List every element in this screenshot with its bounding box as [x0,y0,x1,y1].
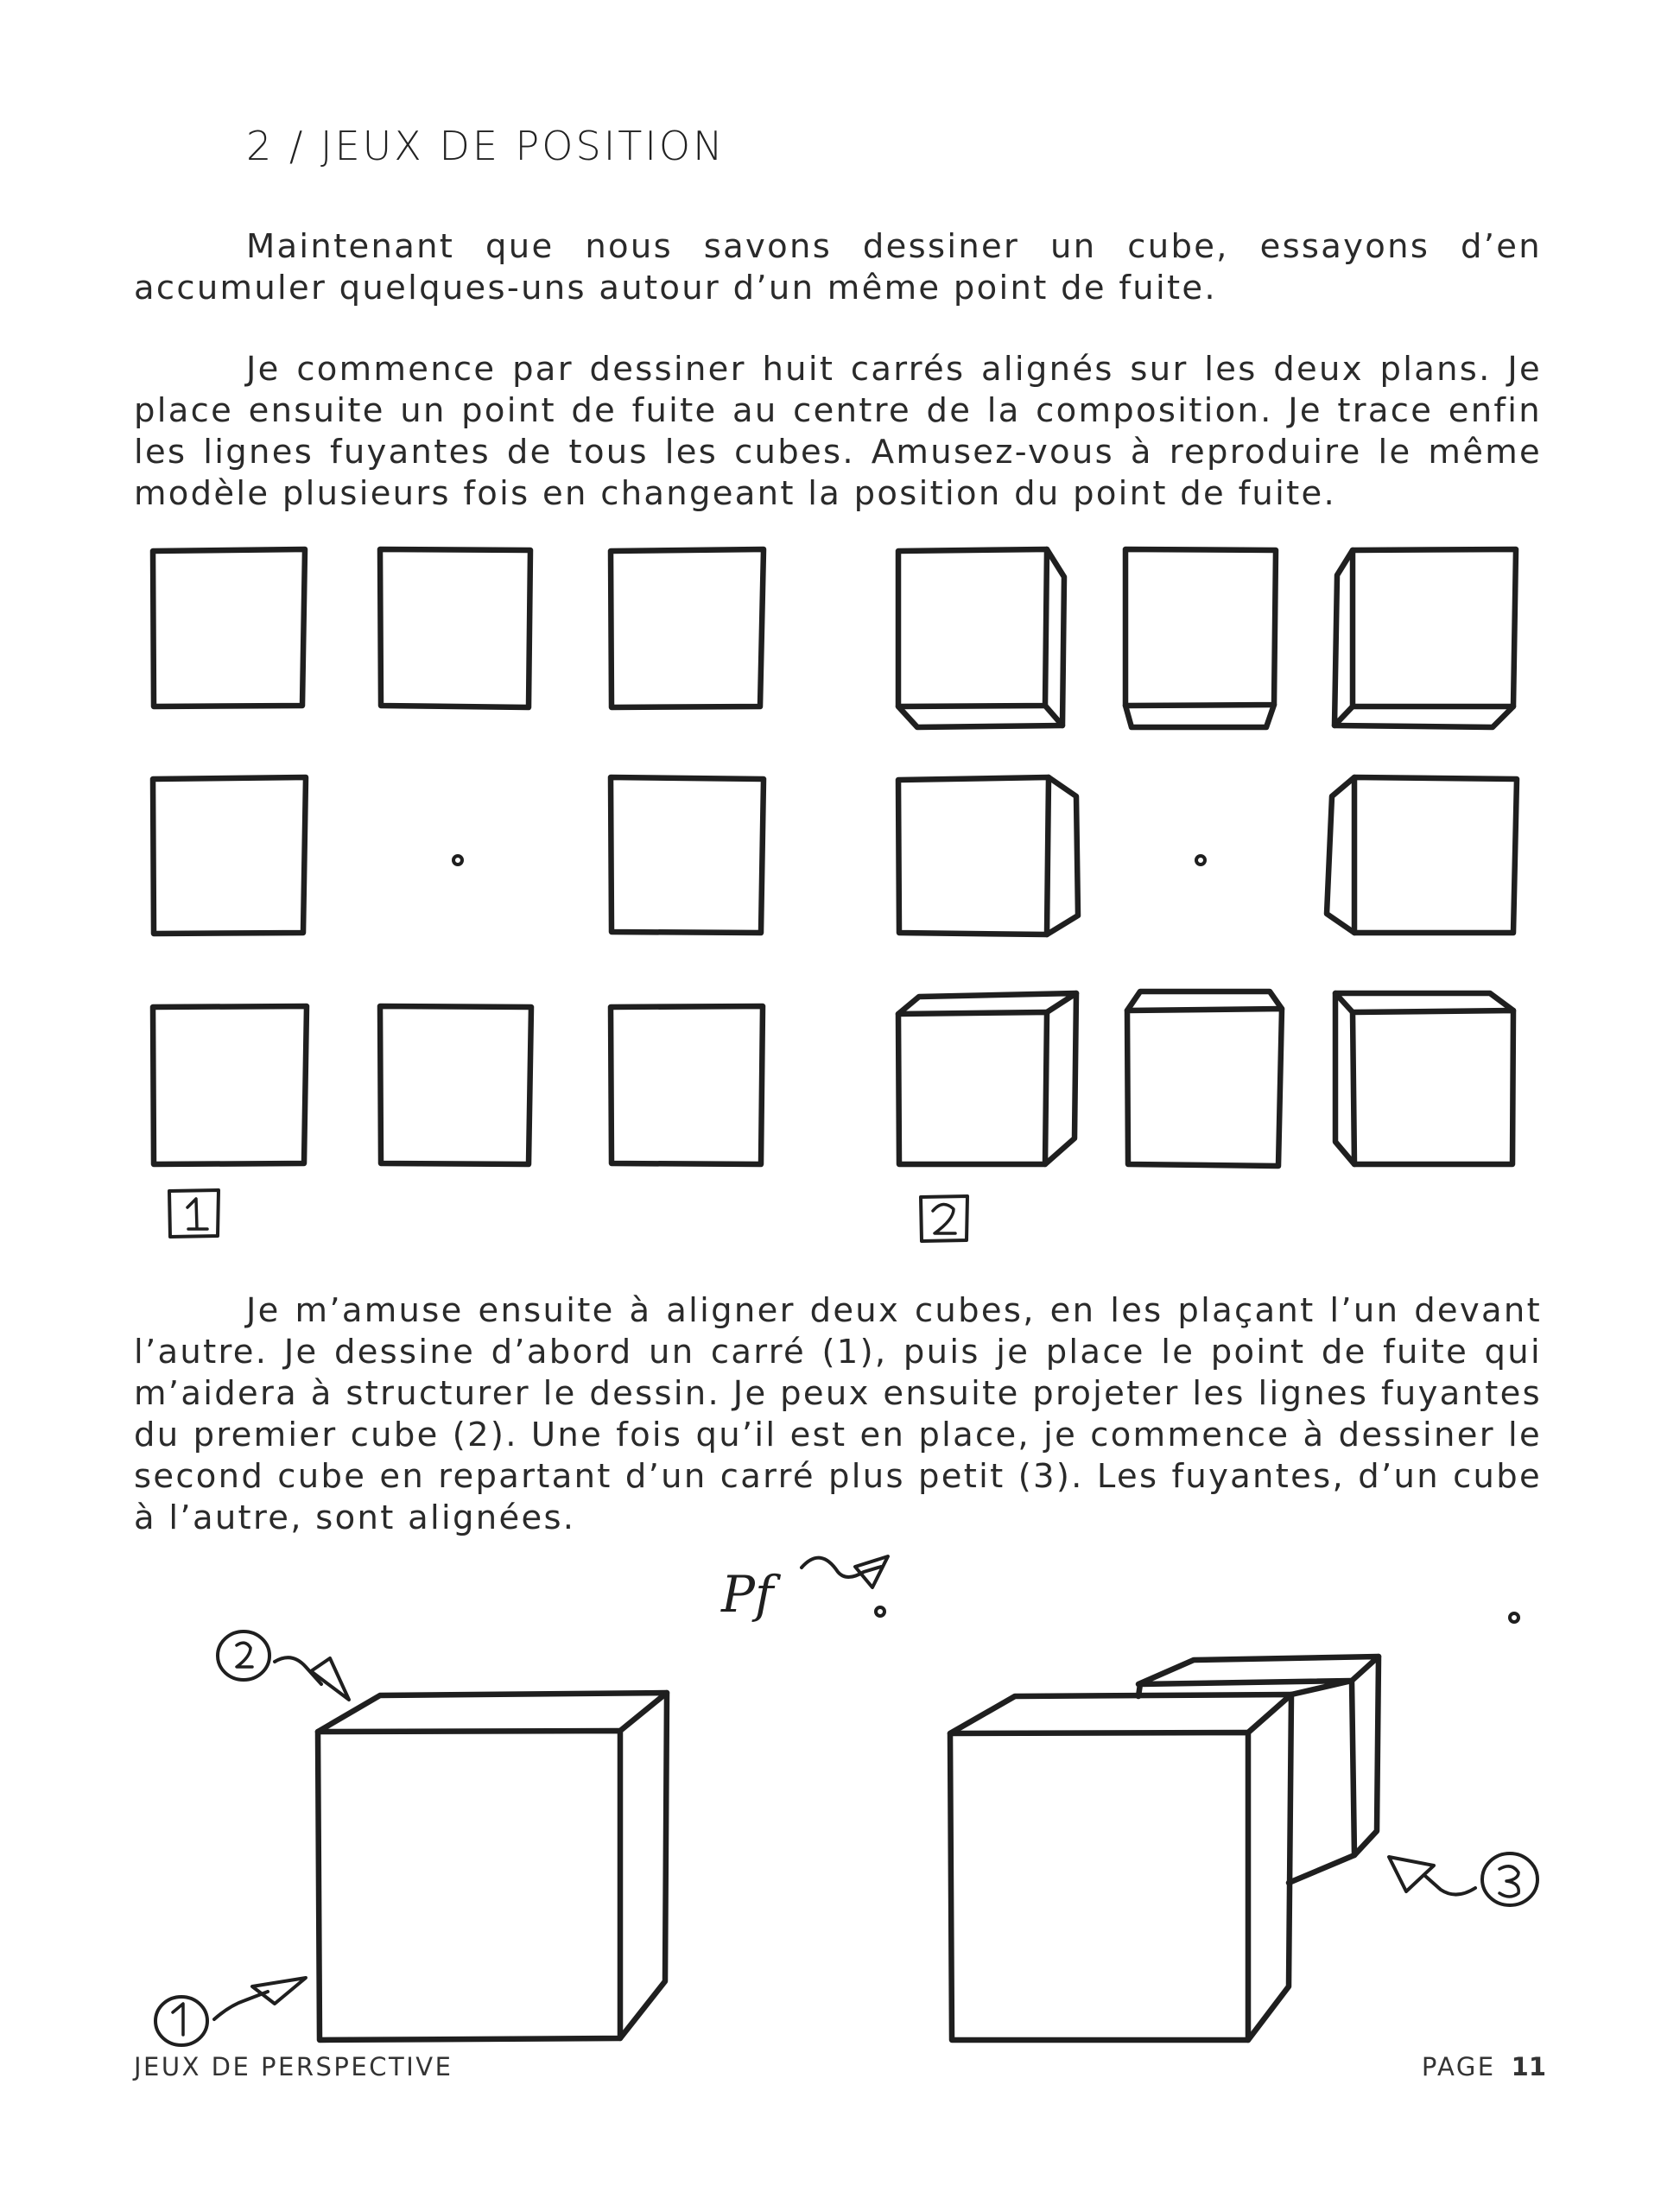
grid-2-label-glyph [933,1204,955,1233]
pf-callout [802,1556,888,1587]
section-title: 2 / JEUX DE POSITION [246,123,726,169]
cube-2-bottom-center [1127,991,1282,1166]
vanishing-point-single [876,1607,884,1616]
grid-2-label [921,1196,967,1241]
footer-page [1422,2052,1546,2081]
pf-label: Pf [721,1565,774,1624]
callout-1 [155,1978,306,2045]
paragraph-two-cubes-text: Je m’amuse ensuite à aligner deux cubes, en les plaçant l’un devant l’autre. Je dessine d’abord un carré (1), puis je place le point de fuite qui m’aidera à structurer le dessin. Je peux ensuite projeter les lignes fuyantes du premier cube (2). Une fois qu’il est en place, je commence à dessiner le second cube en repartant d’un carré plus petit (3). Les fuyantes, d’un cube à l’autre, sont alignées. [134,1291,1542,1537]
cube-2-mid-right [1327,777,1517,933]
single-cube [318,1693,667,2040]
grid-1-label-glyph [187,1199,207,1229]
cube-2-bottom-left [898,993,1076,1164]
cube-2-mid-left [898,777,1078,934]
square-1-top-center [380,549,530,707]
cube-2-bottom-right [1335,993,1513,1164]
grid-2-cubes [898,549,1517,1166]
vanishing-point-grid-1 [453,856,462,865]
square-1-bottom-center [380,1006,531,1164]
square-1-mid-right [611,777,764,933]
paragraph-intro-text: Maintenant que nous savons dessiner un cube, essayons d’en accumuler quelques-uns autour d’un même point de fuite. [134,227,1542,307]
grid-1-squares [153,549,764,1164]
square-1-top-right [611,549,764,707]
square-1-bottom-left [153,1006,307,1164]
footer-book-title: JEUX DE PERSPECTIVE [134,2052,453,2081]
grid-1-label [169,1190,219,1237]
cube-2-top-right [1334,549,1516,727]
paragraph-method-text: Je commence par dessiner huit carrés alignés sur les deux plans. Je place ensuite un point de fuite au centre de la composition. Je trace enfin les lignes fuyantes de tous les cubes. Amusez-vous à reproduire le même modèle plusieurs fois en changeant la position du point de fuite. [134,350,1542,513]
back-cube [1138,1657,1379,1883]
vanishing-point-double [1510,1613,1518,1622]
page-number: 11 [1511,2052,1546,2081]
square-1-mid-left [153,777,306,934]
callout-2 [218,1631,349,1700]
cube-2-top-center [1125,549,1276,727]
front-cube [950,1695,1291,2040]
footer-page-label: PAGE [1421,2052,1496,2081]
cube-2-top-left [898,549,1064,727]
square-1-top-left [153,549,305,706]
callout-3 [1389,1853,1537,1905]
vanishing-point-grid-2 [1196,856,1205,865]
square-1-bottom-right [611,1006,763,1164]
